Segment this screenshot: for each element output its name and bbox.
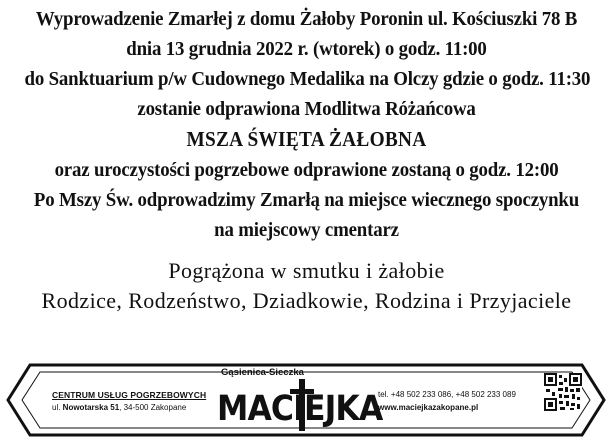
phone-numbers: tel. +48 502 233 086, +48 502 233 089 <box>378 390 516 399</box>
notice-line-ceremony: oraz uroczystości pogrzebowe odprawione zostaną o godz. 12:00 <box>54 159 559 181</box>
notice-line-sanctuary: do Sanktuarium p/w Cudownego Medalika na Olczy gdzie o godz. 11:30 <box>24 68 591 90</box>
notice-line-procession: Wyprowadzenie Zmarłej z domu Żałoby Poronin ul. Kościuszki 78 B <box>35 8 578 30</box>
company-info <box>52 390 222 412</box>
mourners-intro: Pogrążona w smutku i żałobie <box>168 258 445 283</box>
brand-logo-text: MACIEJKA <box>217 389 383 429</box>
notice-line-rosary: zostanie odprawiona Modlitwa Różańcowa <box>137 98 476 120</box>
company-name: CENTRUM USŁUG POGRZEBOWYCH <box>52 390 207 400</box>
notice-line-mass: MSZA ŚWIĘTA ŻAŁOBNA <box>186 127 427 151</box>
notice-line-burial: Po Mszy Św. odprowadzimy Zmarłą na miejsce wiecznego spoczynku <box>33 189 580 211</box>
contact-info <box>378 390 543 412</box>
notice-line-cemetery: na miejscowy cmentarz <box>214 219 399 241</box>
notice-line-date: dnia 13 grudnia 2022 r. (wtorek) o godz. 11:00 <box>126 38 487 60</box>
mourners-list: Rodzice, Rodzeństwo, Dziadkowie, Rodzina i Przyjaciele <box>41 288 572 313</box>
company-address: ul. Nowotarska 51, 34-500 Zakopane <box>52 403 187 412</box>
brand-logo <box>217 367 383 433</box>
website-link[interactable]: www.maciejkazakopane.pl <box>378 403 479 412</box>
brand-owner: Gąsienica-Sieczka <box>221 367 304 378</box>
qr-code-icon <box>544 373 582 411</box>
funeral-home-banner <box>6 363 606 437</box>
